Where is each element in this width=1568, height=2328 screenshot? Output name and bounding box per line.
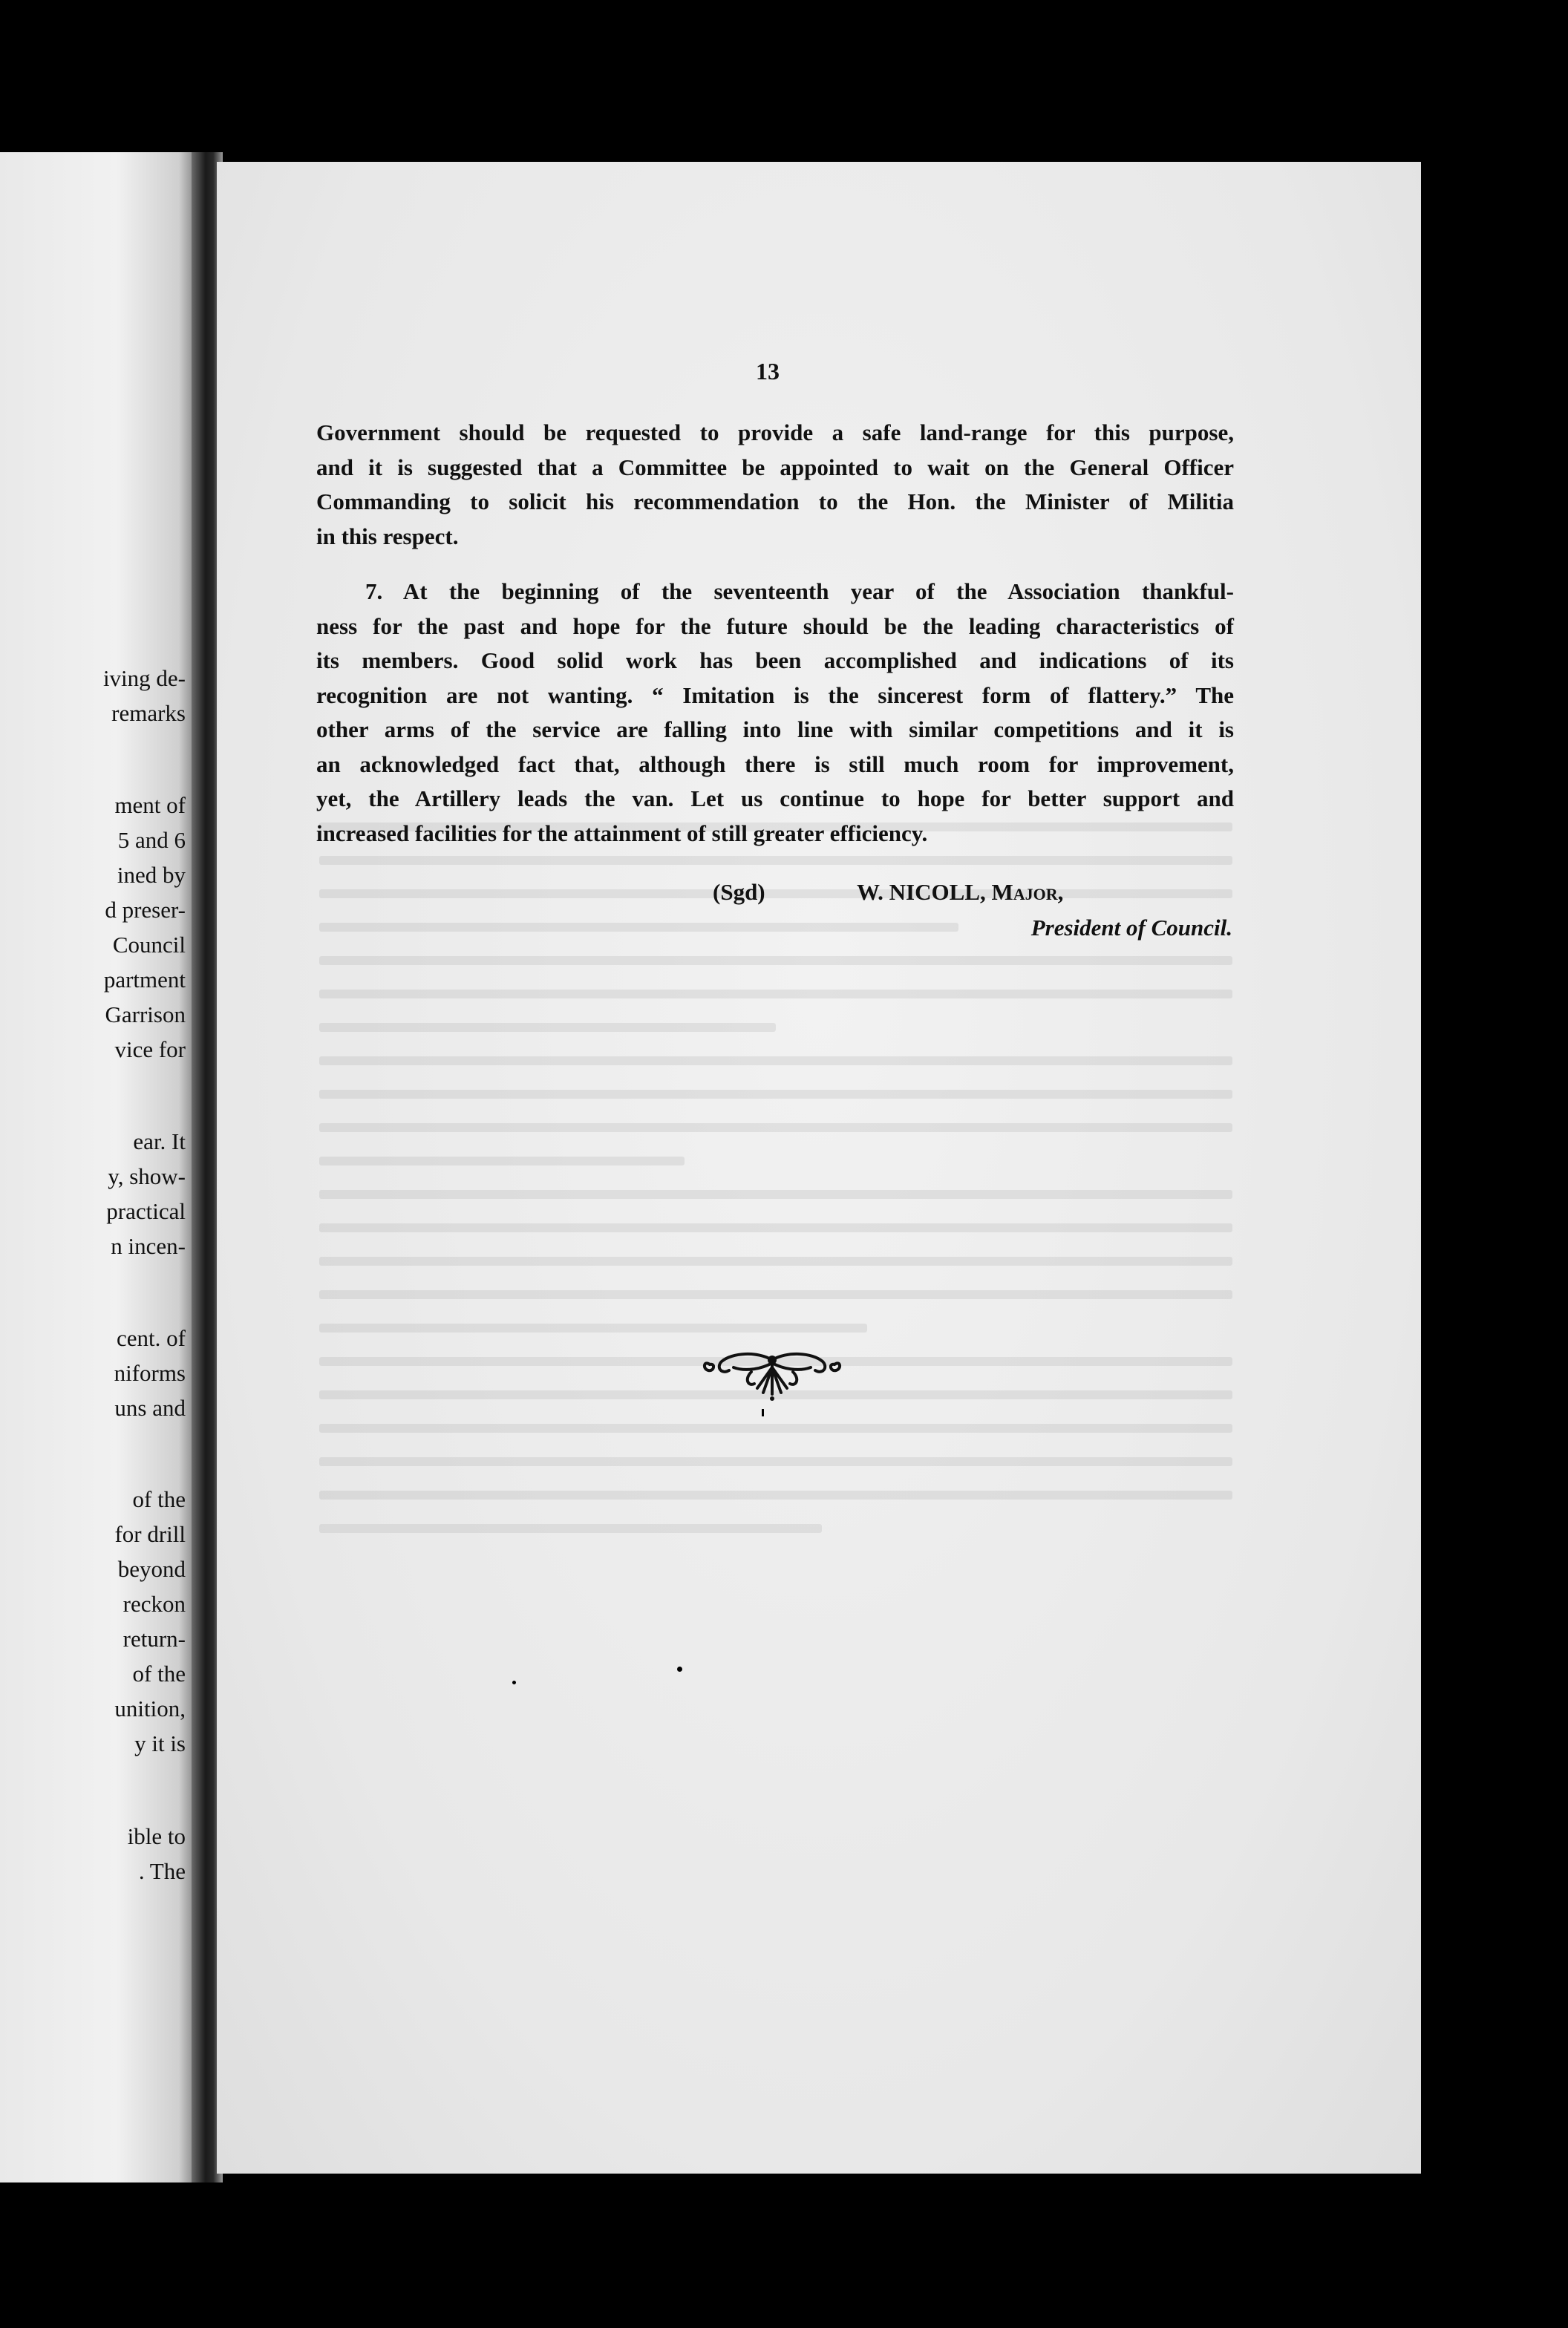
left-page-line: niforms	[114, 1360, 186, 1386]
ornament-icon	[699, 1350, 845, 1409]
left-page-line: vice for	[114, 1036, 186, 1062]
text-line: Commanding to solicit his recommendation to the Hon. the Minister of Militia	[316, 488, 1234, 514]
bleed-through-text	[319, 823, 1232, 1639]
left-page-line: return-	[122, 1626, 186, 1652]
left-page-line: ment of	[114, 792, 186, 818]
left-page-line: iving de-	[102, 665, 186, 691]
page-number: 13	[756, 358, 780, 385]
signatory-rank: Major,	[991, 879, 1064, 905]
text-line: an acknowledged fact that, although there is still much room for improvement,	[316, 751, 1234, 777]
text-line: in this respect.	[316, 523, 459, 549]
left-page-line: of the	[132, 1486, 186, 1512]
left-page-line: uns and	[114, 1395, 186, 1421]
signed-marker: (Sgd)	[713, 879, 765, 905]
signatory-title: President of Council.	[1030, 915, 1232, 941]
left-page-line: beyond	[117, 1556, 186, 1582]
left-page-line: unition,	[114, 1696, 186, 1722]
paragraph-continuation	[316, 416, 1234, 554]
speck	[677, 1667, 682, 1672]
speck	[762, 1409, 764, 1416]
left-page-line: remarks	[111, 700, 186, 726]
speck	[512, 1681, 516, 1684]
text-line: increased facilities for the attainment of still greater efficiency.	[316, 820, 928, 846]
left-page-line: practical	[106, 1198, 186, 1224]
text-line: Government should be requested to provide a safe land-range for this purpose,	[316, 419, 1234, 445]
left-page-line: ible to	[127, 1823, 186, 1849]
left-page-line: of the	[132, 1661, 186, 1687]
left-page-line: . The	[138, 1858, 186, 1884]
signatory-name	[857, 879, 1063, 906]
text-line: other arms of the service are falling into line with similar competitions and it is	[316, 716, 1234, 742]
left-page-line: 5 and 6	[117, 827, 186, 853]
left-page-line: n incen-	[111, 1233, 186, 1259]
text-line: recognition are not wanting. “ Imitation is the sincerest form of flattery.” The	[316, 681, 1234, 708]
left-page-fragment	[0, 152, 195, 2182]
left-page-line: y it is	[134, 1730, 186, 1756]
left-page-line: ear. It	[133, 1128, 186, 1154]
left-page-line: cent. of	[117, 1325, 186, 1351]
left-page-line: d preser-	[105, 897, 186, 923]
paragraph-7	[316, 575, 1234, 851]
left-page-line: y, show-	[108, 1163, 186, 1189]
left-page-line: reckon	[122, 1591, 186, 1617]
signatory-surname: W. NICOLL,	[857, 879, 986, 905]
left-page-line: Garrison	[105, 1001, 186, 1027]
left-page-line: ined by	[117, 862, 186, 888]
left-page-line: Council	[112, 932, 186, 958]
text-line: and it is suggested that a Committee be appointed to wait on the General Officer	[316, 454, 1234, 480]
text-line: its members. Good solid work has been accomplished and indications of its	[316, 647, 1234, 673]
text-line: ness for the past and hope for the future should be the leading characteristics of	[316, 612, 1234, 639]
text-line: yet, the Artillery leads the van. Let us continue to hope for better support and	[316, 785, 1234, 811]
text-line: 7. At the beginning of the seventeenth year of the Association thankful-	[365, 578, 1234, 604]
left-page-line: partment	[103, 967, 186, 993]
left-page-line: for drill	[114, 1521, 186, 1547]
